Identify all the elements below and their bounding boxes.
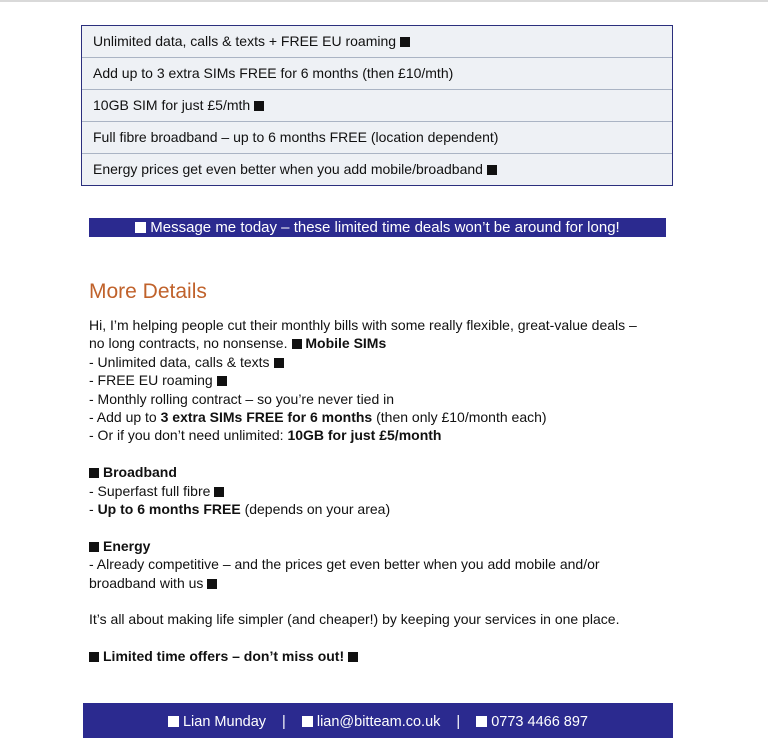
details-body [89, 316, 669, 666]
cta-text: Message me today – these limited time deals won’t be around for long! [150, 219, 620, 236]
feature-row [82, 122, 672, 154]
list-item: - Up to 6 months FREE (depends on your area) [89, 501, 391, 518]
separator: | [282, 714, 286, 730]
feature-row [82, 58, 672, 90]
feature-row [82, 26, 672, 58]
feature-text: Energy prices get even better when you add mobile/broadband [93, 161, 483, 177]
square-bullet-icon [254, 101, 264, 111]
square-bullet-icon [89, 542, 99, 552]
person-icon [168, 716, 179, 727]
phone-icon [476, 716, 487, 727]
closing-line: Limited time offers – don’t miss out! [89, 647, 669, 665]
list-item: - Already competitive – and the prices get even better when you add mobile and/or [89, 556, 600, 573]
square-bullet-icon [217, 376, 227, 386]
square-bullet-icon [274, 358, 284, 368]
summary-text: It’s all about making life simpler (and cheaper!) by keeping your services in one place. [89, 611, 620, 628]
square-bullet-icon [214, 487, 224, 497]
separator: | [456, 714, 461, 730]
intro-line: Hi, I’m helping people cut their monthly bills with some really flexible, great-value deals – [89, 317, 637, 333]
square-bullet-icon [487, 165, 497, 175]
cta-banner [89, 218, 666, 237]
square-bullet-icon [400, 37, 410, 47]
contact-footer [83, 703, 673, 738]
feature-text: 10GB SIM for just £5/mth [93, 97, 251, 113]
square-bullet-icon [207, 579, 217, 589]
square-bullet-icon [89, 468, 99, 478]
top-divider [0, 0, 768, 2]
feature-row [82, 154, 672, 185]
list-item: - Unlimited data, calls & texts [89, 353, 669, 371]
feature-row [82, 90, 672, 122]
list-item: - Add up to 3 extra SIMs FREE for 6 months (then only £10/month each) [89, 409, 547, 426]
features-table [81, 25, 673, 186]
section-heading: More Details [89, 280, 207, 303]
list-item: - Monthly rolling contract – so you’re never tied in [89, 390, 395, 407]
mobile-sims-title: Mobile SIMs [305, 335, 387, 352]
broadband-title: Broadband [89, 463, 669, 481]
contact-email[interactable]: lian@bitteam.co.uk [316, 714, 441, 730]
list-item: - FREE EU roaming [89, 371, 669, 389]
feature-text: Add up to 3 extra SIMs FREE for 6 months (then £10/mth) [93, 65, 454, 81]
square-bullet-icon [348, 652, 358, 662]
list-item: - Superfast full fibre [89, 482, 669, 500]
square-bullet-icon [292, 339, 302, 349]
energy-title: Energy [89, 537, 669, 555]
square-bullet-icon [89, 652, 99, 662]
intro-line: no long contracts, no nonsense. Mobile SIMs [89, 335, 387, 352]
contact-name: Lian Munday [182, 714, 267, 730]
feature-text: Unlimited data, calls & texts + FREE EU roaming [93, 33, 397, 49]
feature-text: Full fibre broadband – up to 6 months FREE (location dependent) [93, 129, 499, 145]
square-bullet-icon [135, 222, 146, 233]
email-icon [302, 716, 313, 727]
list-item: - Or if you don’t need unlimited: 10GB for just £5/month [89, 427, 442, 444]
list-item: broadband with us [89, 574, 669, 592]
contact-phone[interactable]: 0773 4466 897 [491, 714, 588, 730]
